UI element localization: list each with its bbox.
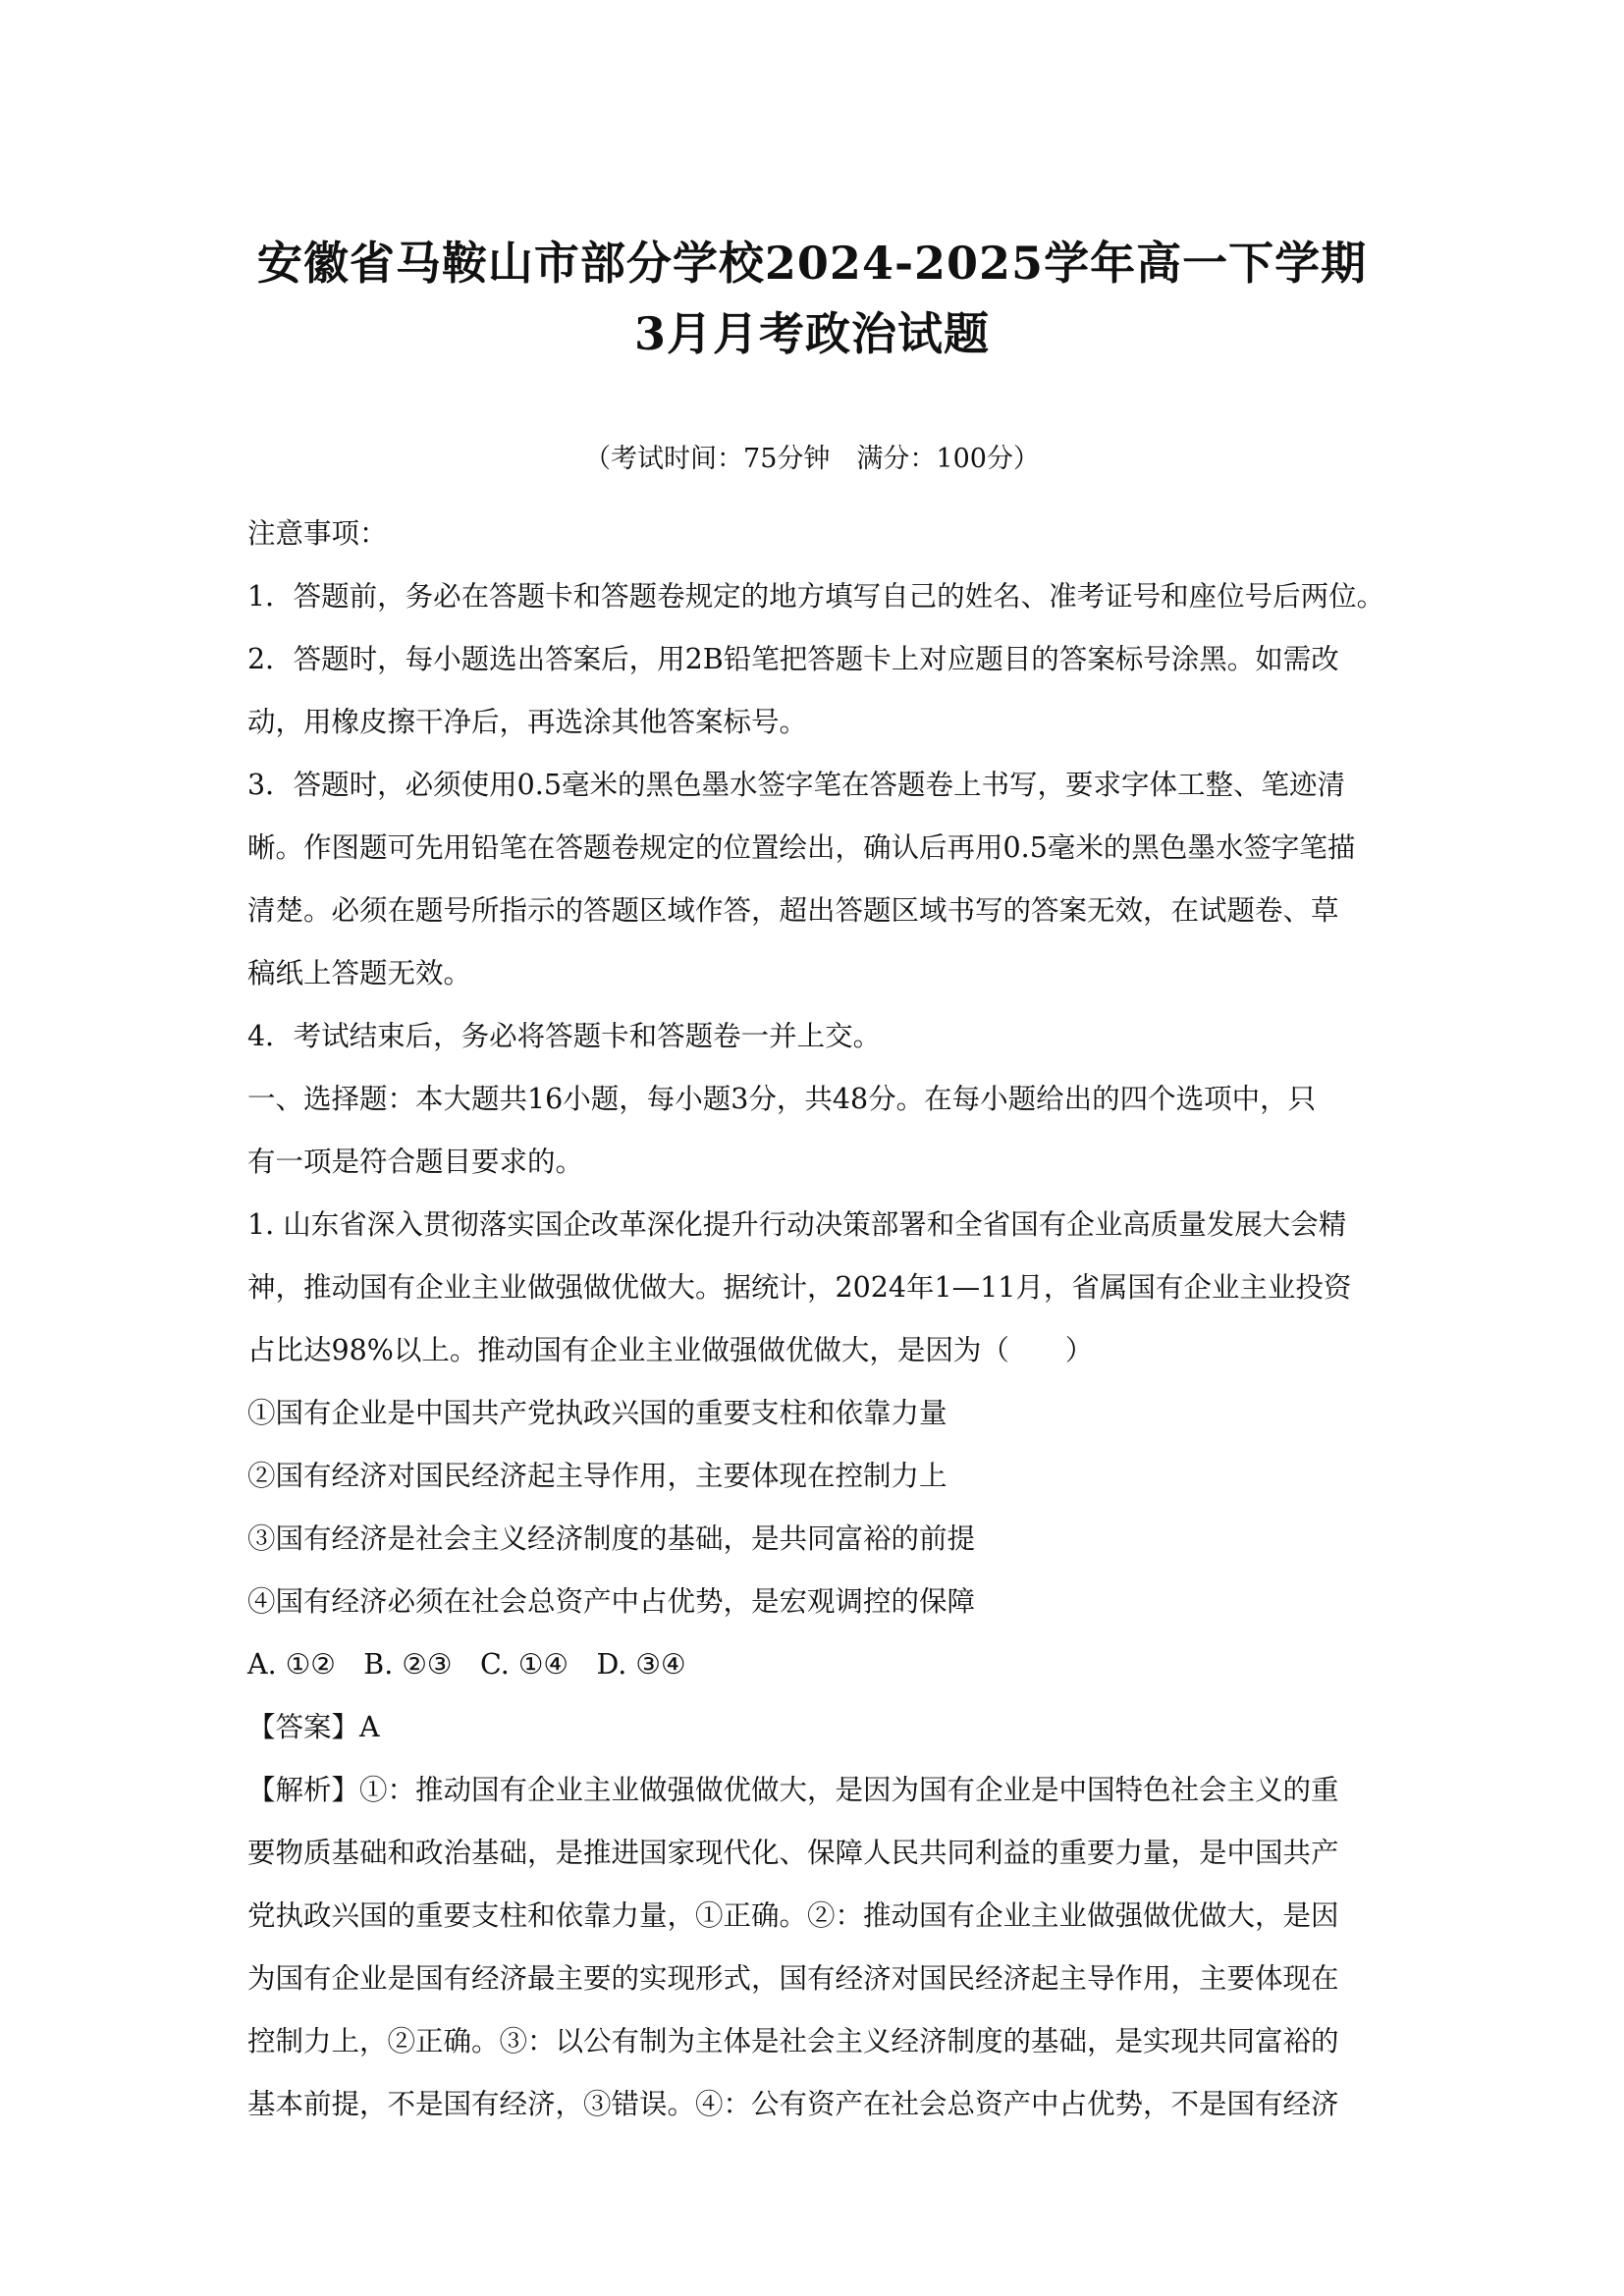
notice-item-2-cont: 动，用橡皮擦干净后，再选涂其他答案标号。 bbox=[247, 706, 808, 738]
notice-item-1: 1．答题前，务必在答题卡和答题卷规定的地方填写自己的姓名、准考证号和座位号后两位。 bbox=[247, 580, 1385, 613]
question-1-analysis-cont: 为国有企业是国有经济最主要的实现形式，国有经济对国民经济起主导作用，主要体现在 bbox=[247, 1962, 1339, 1995]
notice-item-3: 3．答题时，必须使用0.5毫米的黑色墨水签字笔在答题卷上书写，要求字体工整、笔迹清 bbox=[247, 769, 1345, 801]
page-title: 安徽省马鞍山市部分学校2024-2025学年高一下学期 bbox=[256, 237, 1368, 290]
document-body bbox=[247, 503, 1385, 2136]
question-1-stem: 1. 山东省深入贯彻落实国企改革深化提升行动决策部署和全省国有企业高质量发展大会精 bbox=[247, 1208, 1347, 1241]
question-1-statement-3: ③国有经济是社会主义经济制度的基础，是共同富裕的前提 bbox=[247, 1522, 976, 1555]
notice-heading: 注意事项： bbox=[247, 517, 388, 550]
question-1-stem-cont: 神，推动国有企业主业做强做优做大。据统计，2024年1—11月，省属国有企业主业投资 bbox=[247, 1271, 1352, 1304]
question-1-options: A. ①② B. ②③ C. ①④ D. ③④ bbox=[247, 1648, 686, 1681]
question-1-analysis: 【解析】①：推动国有企业主业做强做优做大，是因为国有企业是中国特色社会主义的重 bbox=[247, 1774, 1339, 1806]
question-1-analysis-cont: 控制力上，②正确。③：以公有制为主体是社会主义经济制度的基础，是实现共同富裕的 bbox=[247, 2025, 1339, 2057]
notice-item-3-cont: 稿纸上答题无效。 bbox=[247, 957, 472, 989]
question-1-answer: 【答案】A bbox=[247, 1711, 380, 1743]
question-1-analysis-cont: 要物质基础和政治基础，是推进国家现代化、保障人民共同利益的重要力量，是中国共产 bbox=[247, 1837, 1339, 1869]
question-1-statement-4: ④国有经济必须在社会总资产中占优势，是宏观调控的保障 bbox=[247, 1585, 976, 1618]
notice-item-4: 4．考试结束后，务必将答题卡和答题卷一并上交。 bbox=[247, 1020, 882, 1052]
question-1-statement-2: ②国有经济对国民经济起主导作用，主要体现在控制力上 bbox=[247, 1460, 947, 1492]
question-1-statement-1: ①国有企业是中国共产党执政兴国的重要支柱和依靠力量 bbox=[247, 1397, 947, 1429]
question-1-stem-cont: 占比达98%以上。推动国有企业主业做强做优做大，是因为（ ） bbox=[247, 1334, 1094, 1366]
question-1-analysis-cont: 基本前提，不是国有经济，③错误。④：公有资产在社会总资产中占优势，不是国有经济 bbox=[247, 2088, 1339, 2120]
page-title-line-2: 3月月考政治试题 bbox=[633, 307, 990, 360]
section-heading: 一、选择题：本大题共16小题，每小题3分，共48分。在每小题给出的四个选项中，只 bbox=[247, 1083, 1317, 1115]
section-heading-cont: 有一项是符合题目要求的。 bbox=[247, 1146, 584, 1178]
notice-item-2: 2．答题时，每小题选出答案后，用2B铅笔把答题卡上对应题目的答案标号涂黑。如需改 bbox=[247, 643, 1339, 675]
exam-info: （考试时间：75分钟 满分：100分） bbox=[584, 444, 1040, 474]
question-1-analysis-cont: 党执政兴国的重要支柱和依靠力量，①正确。②：推动国有企业主业做强做优做大，是因 bbox=[247, 1899, 1339, 1932]
notice-item-3-cont: 清楚。必须在题号所指示的答题区域作答，超出答题区域书写的答案无效，在试题卷、草 bbox=[247, 894, 1339, 927]
notice-item-3-cont: 晰。作图题可先用铅笔在答题卷规定的位置绘出，确认后再用0.5毫米的黑色墨水签字笔描 bbox=[247, 831, 1356, 864]
